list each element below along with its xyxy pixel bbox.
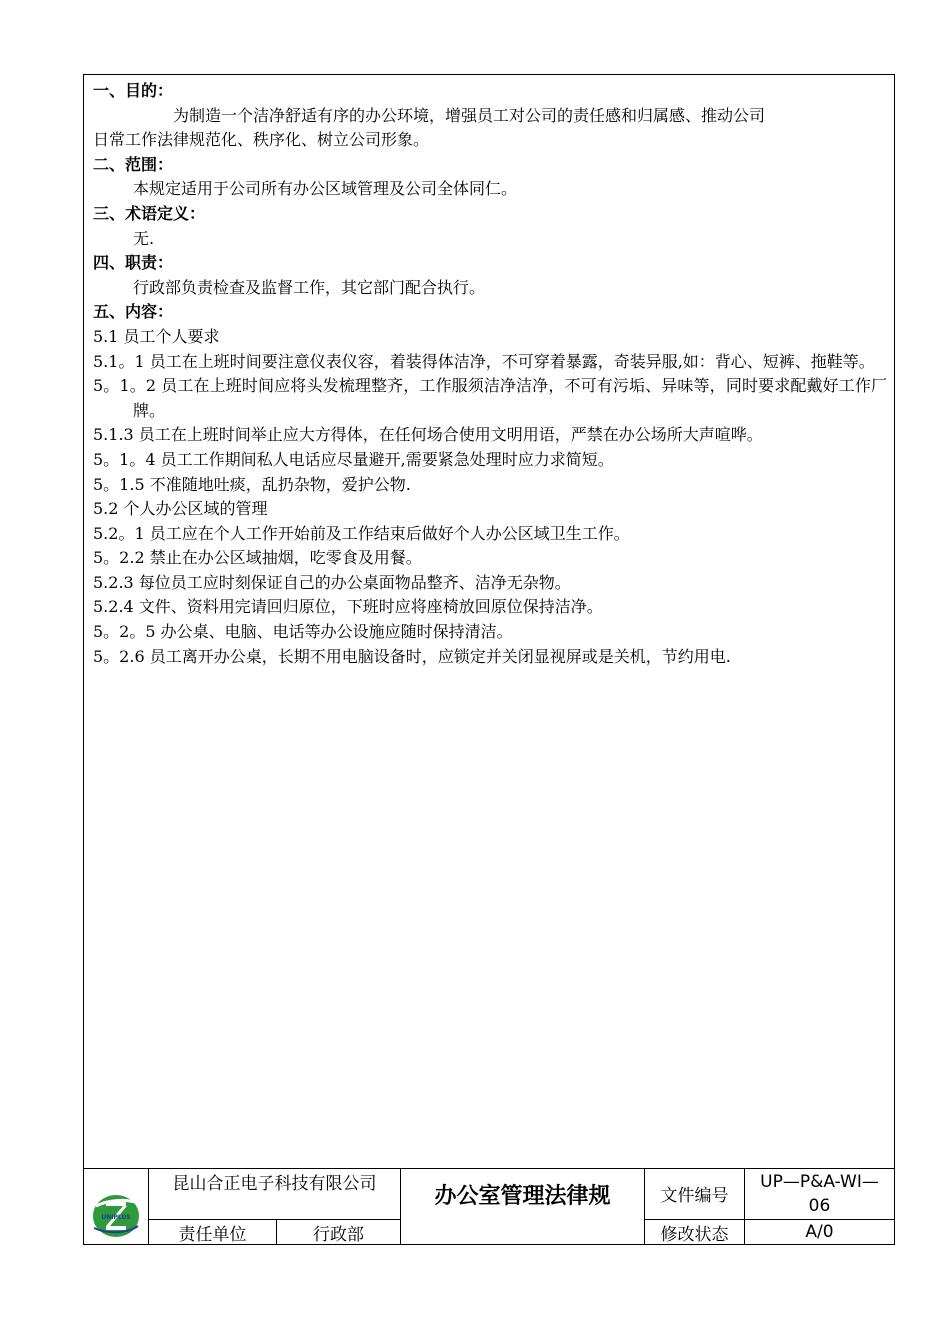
company-logo (90, 1192, 142, 1238)
section-terms-title: 三、术语定义： (93, 203, 206, 223)
responsible-unit-value: 行政部 (313, 1224, 364, 1245)
content-line: 5。2.2 禁止在办公区域抽烟，吃零食及用餐。 (93, 548, 422, 568)
document-body (93, 79, 887, 669)
content-line: 5.2。1 员工应在个人工作开始前及工作结束后做好个人办公区域卫生工作。 (93, 523, 630, 543)
content-line: 5.2.3 每位员工应时刻保证自己的办公桌面物品整齐、洁净无杂物。 (93, 572, 571, 592)
document-number-value: UP—P&A-WI—06 (760, 1171, 879, 1216)
content-line: 5。1。2 员工在上班时间应将头发梳理整齐，工作服须洁净洁净，不可有污垢、异味等，同时要求配戴好工作厂牌。 (93, 376, 887, 420)
content-line: 5。1.5 不准随地吐痰，乱扔杂物，爱护公物. (93, 474, 411, 494)
document-number-label: 文件编号 (660, 1186, 729, 1206)
section-purpose-title: 一、目的： (93, 81, 174, 100)
content-line: 5。2。5 办公桌、电脑、电话等办公设施应随时保持清洁。 (93, 622, 513, 642)
section-duty-text: 行政部负责检查及监督工作，其它部门配合执行。 (133, 277, 486, 297)
section-purpose-text-b: 日常工作法律规范化、秩序化、树立公司形象。 (93, 130, 430, 150)
section-terms-text: 无. (133, 228, 155, 248)
content-line: 5.2 个人办公区域的管理 (93, 499, 268, 519)
uniplus-logo-icon (90, 1192, 142, 1238)
content-line: 5.1。1 员工在上班时间要注意仪表仪容，着装得体洁净，不可穿着暴露，奇装异服,如：背心、短裤、拖鞋等。 (93, 351, 875, 371)
content-line: 5.1.3 员工在上班时间举止应大方得体，在任何场合使用文明用语，严禁在办公场所大声喧哗。 (93, 425, 763, 445)
section-scope-text: 本规定适用于公司所有办公区域管理及公司全体同仁。 (133, 179, 518, 199)
svg-text:UNIPLUS: UNIPLUS (101, 1214, 131, 1221)
section-content-title: 五、内容： (93, 302, 174, 322)
section-duty-title: 四、职责： (93, 253, 174, 273)
content-line: 5.1 员工个人要求 (93, 326, 220, 346)
document-frame (83, 74, 895, 1245)
content-line: 5。1。4 员工工作期间私人电话应尽量避开,需要紧急处理时应力求简短。 (93, 449, 614, 469)
section-purpose-text-a: 为制造一个洁净舒适有序的办公环境，增强员工对公司的责任感和归属感、推动公司 (173, 105, 766, 125)
revision-status-value: A/0 (805, 1222, 834, 1242)
content-line: 5。2.6 员工离开办公桌，长期不用电脑设备时，应锁定并关闭显视屏或是关机，节约用电. (93, 646, 731, 666)
responsible-unit-label: 责任单位 (178, 1224, 247, 1245)
document-title: 办公室管理法律规 (434, 1183, 611, 1209)
section-scope-title: 二、范围： (93, 154, 174, 174)
footer-table (84, 1168, 894, 1244)
revision-status-label: 修改状态 (660, 1224, 729, 1245)
company-name: 昆山合正电子科技有限公司 (172, 1174, 377, 1194)
content-line: 5.2.4 文件、资料用完请回归原位，下班时应将座椅放回原位保持洁净。 (93, 597, 603, 617)
